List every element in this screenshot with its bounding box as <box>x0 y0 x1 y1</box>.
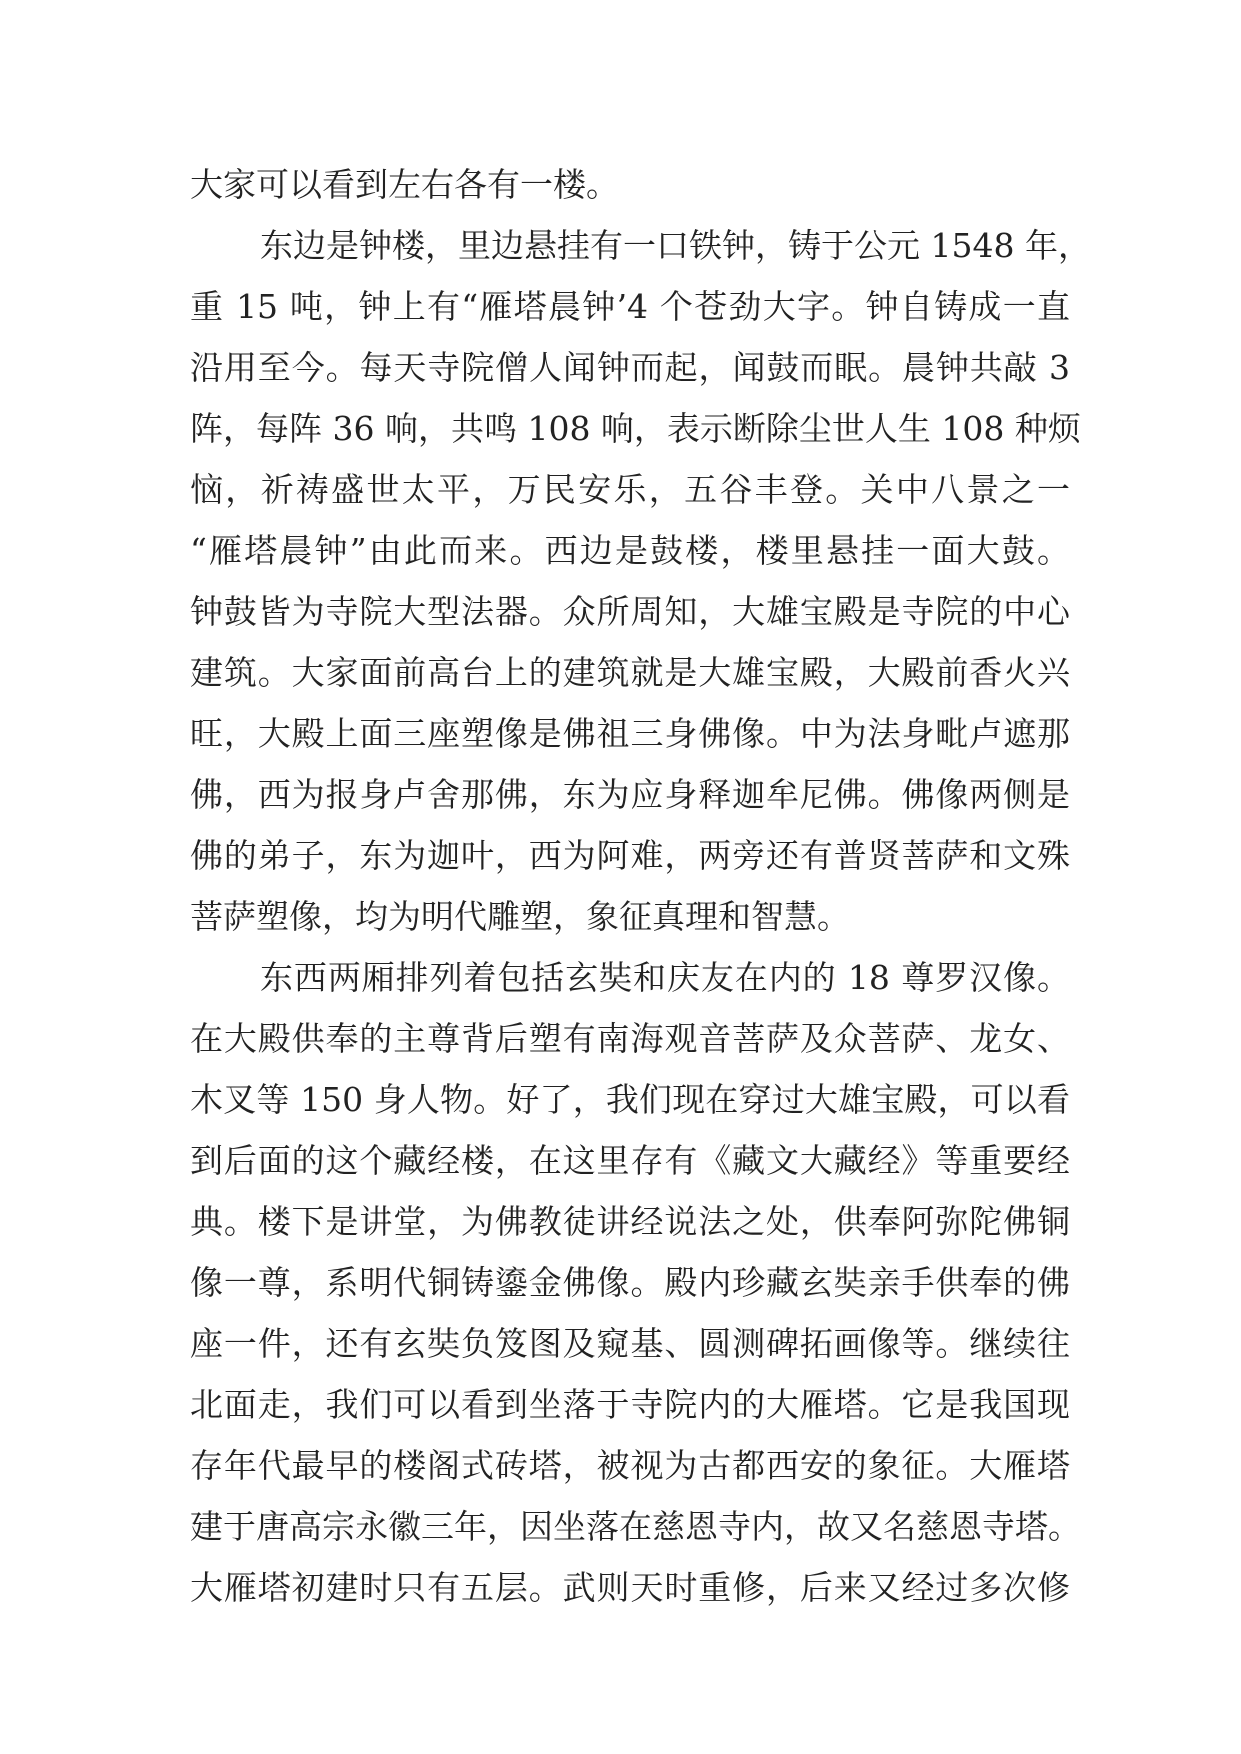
text-line: 重 15 吨，钟上有“雁塔晨钟’4 个苍劲大字。钟自铸成一直 <box>190 287 1070 326</box>
text-line: 到后面的这个藏经楼，在这里存有《藏文大藏经》等重要经 <box>190 1141 1070 1180</box>
text-line: 大雁塔初建时只有五层。武则天时重修，后来又经过多次修 <box>190 1568 1070 1607</box>
text-line: 东边是钟楼，里边悬挂有一口铁钟，铸于公元 1548 年， <box>260 226 1091 265</box>
text-line: 北面走，我们可以看到坐落于寺院内的大雁塔。它是我国现 <box>190 1385 1070 1424</box>
text-line: 沿用至今。每天寺院僧人闻钟而起，闻鼓而眠。晨钟共敲 3 <box>190 348 1070 387</box>
text-line: 佛，西为报身卢舍那佛，东为应身释迦牟尼佛。佛像两侧是 <box>190 775 1070 814</box>
text-line: 佛的弟子，东为迦叶，西为阿难，两旁还有普贤菩萨和文殊 <box>190 836 1070 875</box>
text-line: 大家可以看到左右各有一楼。 <box>190 165 619 204</box>
body-text <box>190 154 1091 1618</box>
text-line: 座一件，还有玄奘负笈图及窥基、圆测碑拓画像等。继续往 <box>190 1324 1070 1363</box>
text-line: 阵，每阵 36 响，共鸣 108 响，表示断除尘世人生 108 种烦 <box>190 409 1081 448</box>
text-line: “雁塔晨钟”由此而来。西边是鼓楼，楼里悬挂一面大鼓。 <box>190 531 1070 570</box>
text-line: 东西两厢排列着包括玄奘和庆友在内的 18 尊罗汉像。 <box>260 958 1070 997</box>
text-line: 存年代最早的楼阁式砖塔，被视为古都西安的象征。大雁塔 <box>190 1446 1070 1485</box>
text-line: 建筑。大家面前高台上的建筑就是大雄宝殿，大殿前香火兴 <box>190 653 1070 692</box>
text-line: 典。楼下是讲堂，为佛教徒讲经说法之处，供奉阿弥陀佛铜 <box>190 1202 1070 1241</box>
text-line: 像一尊，系明代铜铸鎏金佛像。殿内珍藏玄奘亲手供奉的佛 <box>190 1263 1070 1302</box>
text-line: 建于唐高宗永徽三年，因坐落在慈恩寺内，故又名慈恩寺塔。 <box>190 1507 1081 1546</box>
text-line: 菩萨塑像，均为明代雕塑，象征真理和智慧。 <box>190 897 850 936</box>
text-line: 恼，祈祷盛世太平，万民安乐，五谷丰登。关中八景之一 <box>190 470 1070 509</box>
text-line: 旺，大殿上面三座塑像是佛祖三身佛像。中为法身毗卢遮那 <box>190 714 1070 753</box>
text-line: 钟鼓皆为寺院大型法器。众所周知，大雄宝殿是寺院的中心 <box>190 592 1070 631</box>
text-line: 在大殿供奉的主尊背后塑有南海观音菩萨及众菩萨、龙女、 <box>190 1019 1070 1058</box>
text-line: 木叉等 150 身人物。好了，我们现在穿过大雄宝殿，可以看 <box>190 1080 1070 1119</box>
